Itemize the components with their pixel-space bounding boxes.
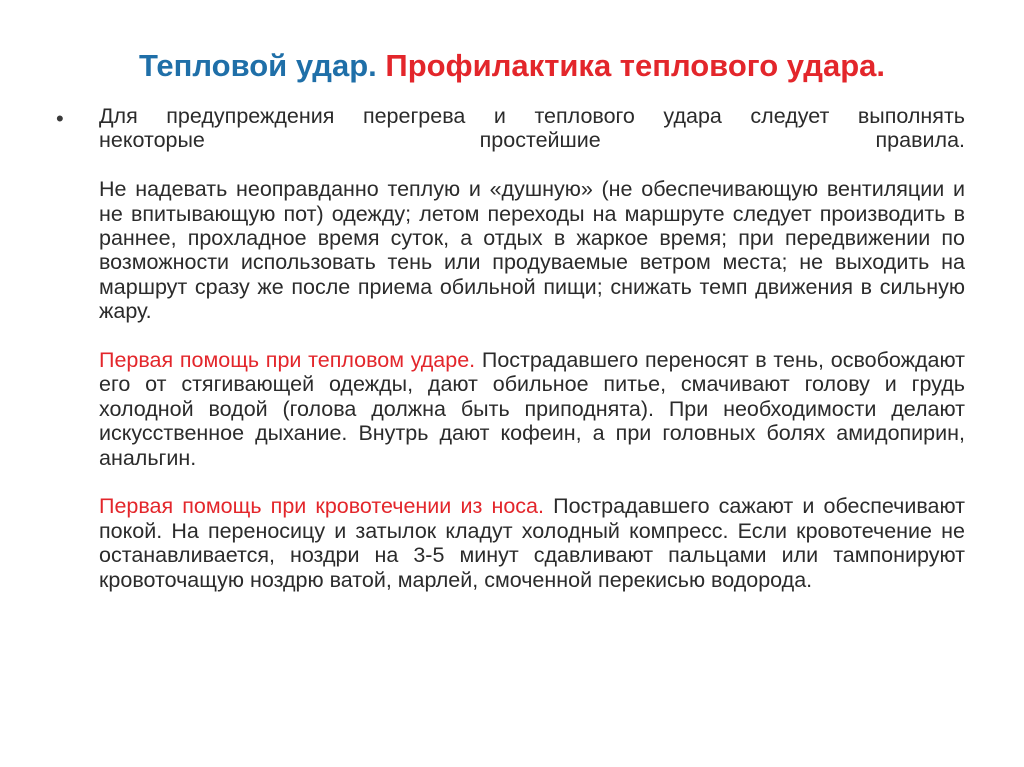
intro-line-2: некоторые простейшие правила. [99, 128, 965, 153]
nosebleed-aid-paragraph [99, 494, 965, 592]
title-part-heatstroke: Тепловой удар [139, 48, 369, 83]
title-separator: . [368, 48, 377, 83]
heatstroke-aid-heading: Первая помощь при тепловом ударе. [99, 348, 476, 373]
paragraph-gap [99, 470, 965, 494]
content-body [99, 104, 965, 592]
prevention-paragraph: Не надевать неоправданно теплую и «душную» (не обеспечивающую вентиляции и не впитывающую пот) одежду; летом переходы на маршруте следует производить в раннее, прохладное время суток, а отдых в жаркое время; при передвижении по возможности использовать тень или продуваемые ветром места; не выходить на маршрут сразу же после приема обильной пищи; снижать темп движения в сильную жару. [99, 177, 965, 324]
nosebleed-aid-heading: Первая помощь при кровотечении из носа. [99, 494, 544, 519]
title-part-prevention: Профилактика теплового удара [385, 48, 877, 83]
heatstroke-aid-paragraph [99, 348, 965, 470]
paragraph-gap [99, 153, 965, 177]
title-end: . [876, 48, 885, 83]
paragraph-gap [99, 324, 965, 348]
heatstroke-aid-text: Пострадавшего переносят в тень, освобождают его от стягивающей одежды, дают обильное питье, смачивают голову и грудь холодной водой (голова должна быть приподнята). При необходимости делают искусственное дыхание. Внутрь дают кофеин, а при головных болях амидопирин, анальгин. [99, 348, 965, 470]
bullet-marker: • [56, 106, 64, 131]
nosebleed-aid-text: Пострадавшего сажают и обеспечивают покой. На переносицу и затылок кладут холодный компресс. Если кровотечение не останавливается, ноздри на 3-5 минут сдавливают пальцами или тампонируют кровоточащую ноздрю ватой, марлей, смоченной перекисью водорода. [99, 494, 965, 592]
intro-line-1: Для предупреждения перегрева и теплового удара следует выполнять [99, 104, 965, 128]
slide-title [0, 46, 1024, 86]
